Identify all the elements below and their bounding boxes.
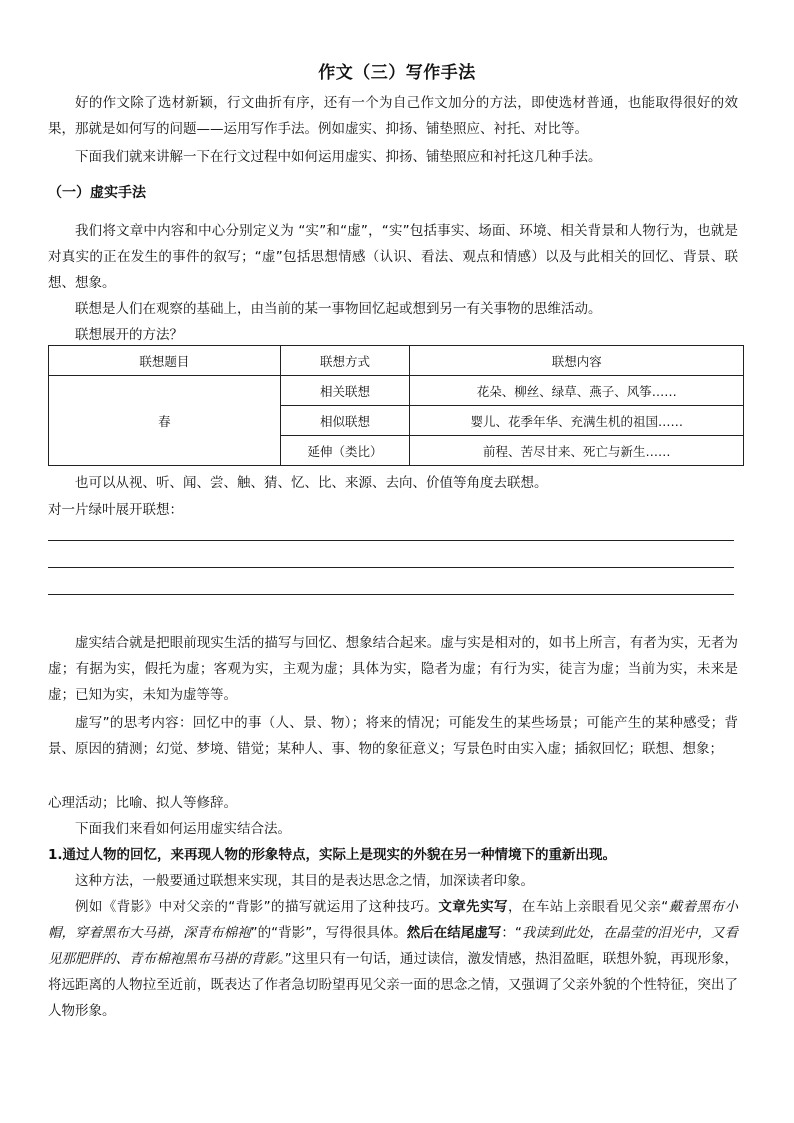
page-title: 作文（三）写作手法 bbox=[318, 63, 476, 83]
table-header-row bbox=[49, 346, 744, 376]
example-quote: 我读到此处，在晶莹的泪光中，又看见那肥胖的、青布棉袍黑布马褂的背影。 bbox=[48, 925, 739, 967]
example-text: ，在车站上亲眼看见父亲“ bbox=[508, 899, 669, 915]
table-cell: 延伸（类比） bbox=[280, 436, 410, 466]
section-heading-xushi: （一）虚实手法 bbox=[48, 185, 146, 201]
beiying-example-paragraph bbox=[48, 894, 738, 1024]
table-cell: 相关联想 bbox=[280, 376, 410, 406]
table-cell: 婴儿、花季年华、充满生机的祖国…… bbox=[410, 406, 744, 436]
intro-paragraph-1: 好的作文除了选材新颖，行文曲折有序，还有一个为自己作文加分的方法，即使选材普通，也能取得很好的效果，那就是如何写的问题——运用写作手法。例如虚实、抑扬、铺垫照应、衬托、对比等。 bbox=[48, 95, 738, 137]
xuxie-content-paragraph: 虚写”的思考内容：回忆中的事（人、景、物）；将来的情况；可能发生的某些场景；可能产生的某种感受；背景、原因的猜测；幻觉、梦境、错觉；某种人、事、物的象征意义；写景色时由实入虚；插叙回忆；联想、想象； bbox=[48, 715, 738, 757]
exercise-prompt: 对一片绿叶展开联想： bbox=[48, 502, 183, 518]
example-bold: 文章先实写 bbox=[438, 899, 508, 915]
example-quote: 戴着黑布小帽，穿着黑布大马褂，深青布棉袍 bbox=[48, 899, 738, 941]
transition-paragraph: 下面我们来看如何运用虚实结合法。 bbox=[75, 821, 291, 837]
table-cell: 相似联想 bbox=[280, 406, 410, 436]
association-methods-label: 联想展开的方法？ bbox=[75, 327, 183, 343]
table-topic-cell: 春 bbox=[49, 376, 281, 466]
association-definition: 联想是人们在观察的基础上，由当前的某一事物回忆起或想到另一有关事物的思维活动。 bbox=[75, 301, 602, 317]
association-table bbox=[48, 345, 744, 466]
point-1-heading: 1.通过人物的回忆，来再现人物的形象特点，实际上是现实的外貌在另一种情境下的重新出现。 bbox=[48, 847, 617, 863]
definition-paragraph: 我们将文章中内容和中心分别定义为 “实”和“虚”，“实”包括事实、场面、环境、相关背景和人物行为，也就是对真实的正在发生的事件的叙写；“虚”包括思想情感（认识、看法、观点和情感）以及与此相关的回忆、背景、联想、想象。 bbox=[48, 223, 738, 291]
example-bold: 然后在结尾虚写 bbox=[406, 925, 502, 941]
intro-paragraph-2: 下面我们就来讲解一下在行文过程中如何运用虚实、抑扬、铺垫照应和衬托这几种手法。 bbox=[75, 149, 602, 165]
table-header-cell: 联想方式 bbox=[280, 346, 410, 376]
answer-line bbox=[48, 594, 734, 595]
table-cell: 前程、苦尽甘来、死亡与新生…… bbox=[410, 436, 744, 466]
example-text: 例如《背影》中对父亲的“背影”的描写就运用了这种技巧。 bbox=[75, 899, 439, 915]
table-row bbox=[49, 376, 744, 406]
example-text: ：“ bbox=[501, 925, 522, 941]
xushi-combination-paragraph: 虚实结合就是把眼前现实生活的描写与回忆、想象结合起来。虚与实是相对的，如书上所言，有者为实，无者为虚；有据为实，假托为虚；客观为实，主观为虚；具体为实，隐者为虚；有行为实，徒言为虚；当前为实，未来是虚；已知为实，未知为虚等等。 bbox=[48, 635, 738, 703]
method-explanation: 这种方法，一般要通过联想来实现，其目的是表达思念之情，加深读者印象。 bbox=[75, 873, 534, 889]
answer-line bbox=[48, 540, 734, 541]
table-header-cell: 联想题目 bbox=[49, 346, 281, 376]
association-angles-paragraph: 也可以从视、听、闻、尝、触、猜、忆、比、来源、去向、价值等角度去联想。 bbox=[75, 475, 548, 491]
example-text: ”这里只有一句话，通过读信，激发情感，热泪盈眶，联想外貌，再现形象，将远距离的人物拉至近前，既表达了作者急切盼望再见父亲一面的思念之情，又强调了父亲外貌的个性特征，突出了人物形象。 bbox=[48, 951, 739, 1019]
psychology-line: 心理活动；比喻、拟人等修辞。 bbox=[48, 795, 237, 811]
table-cell: 花朵、柳丝、绿草、燕子、风筝…… bbox=[410, 376, 744, 406]
table-header-cell: 联想内容 bbox=[410, 346, 744, 376]
example-text: ”的“背影”，写得很具体。 bbox=[250, 925, 407, 941]
answer-line bbox=[48, 567, 734, 568]
